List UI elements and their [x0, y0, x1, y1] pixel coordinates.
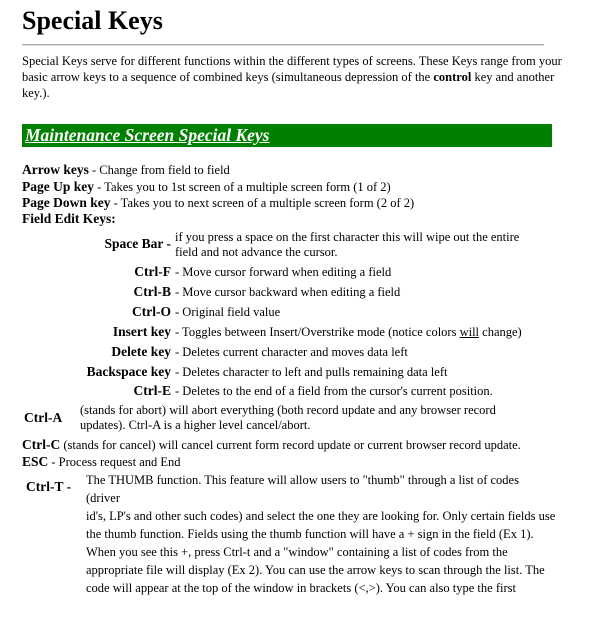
- arrow-keys-line: [22, 162, 230, 178]
- key-label: Arrow keys: [22, 162, 89, 177]
- ctrl-a-desc: (stands for abort) will abort everything (both record update and any browser record updates). Ctrl-A is a higher level cancel/abort.: [80, 403, 496, 432]
- esc-line: [22, 454, 181, 470]
- ctrl-o-desc: - Original field value: [175, 305, 281, 319]
- ctrl-t-desc: [86, 471, 556, 597]
- section-banner: [22, 124, 552, 147]
- esc-desc: - Process request and End: [48, 455, 181, 469]
- delete-key: Delete key: [111, 344, 171, 359]
- ctrl-f-desc: - Move cursor forward when editing a field: [175, 265, 392, 279]
- ctrl-o-key: Ctrl-O: [132, 304, 171, 319]
- intro-bold-control: control: [433, 70, 472, 84]
- insert-desc: [175, 324, 522, 340]
- key-label: Page Down key: [22, 195, 111, 210]
- field-edit-heading: Field Edit Keys:: [22, 211, 116, 226]
- intro-text-2: key and another key.).: [22, 70, 555, 100]
- key-desc: - Takes you to next screen of a multiple screen form (2 of 2): [110, 196, 415, 210]
- page-up-line: [22, 179, 391, 195]
- intro-paragraph: [22, 53, 567, 101]
- ctrl-a-key: Ctrl-A: [24, 410, 63, 425]
- ctrl-e-desc: - Deletes to the end of a field from the cursor's current position.: [175, 384, 493, 398]
- ctrl-c-line: [22, 437, 521, 453]
- ctrl-f-key: Ctrl-F: [134, 264, 171, 279]
- intro-text-1: Special Keys serve for different functions within the different types of screens. These Keys range from your basic arrow keys to a sequence of combined keys (simultaneous depression of the: [22, 54, 562, 84]
- ctrl-t-key: Ctrl-T -: [26, 479, 72, 494]
- space-bar-desc: if you press a space on the first character this will wipe out the entire field and not advance the cursor.: [175, 230, 520, 259]
- horizontal-rule: [22, 44, 544, 46]
- ctrl-t-paragraph-3: When you see this +, press Ctrl-t and a "window" containing a list of codes from the appropriate file will display (Ex 2). You can use the arrow keys to scan through the list. The code will appear at the top of the window in brackets (<,>). You can also type the first: [86, 545, 545, 595]
- insert-key: Insert key: [112, 324, 171, 339]
- page-title: Special Keys: [22, 6, 163, 35]
- ctrl-e-key: Ctrl-E: [133, 383, 171, 398]
- key-desc: - Takes you to 1st screen of a multiple screen form (1 of 2): [94, 180, 391, 194]
- backspace-key: Backspace key: [86, 364, 171, 379]
- ctrl-t-paragraph-2: id's, LP's and other such codes) and select the one they are looking for. Only certain fields use the thumb function. Fields using the thumb function will have a + sign in the field (Ex 1).: [86, 509, 556, 541]
- insert-desc-b: change): [479, 325, 522, 339]
- ctrl-t-paragraph-1: The THUMB function. This feature will allow users to "thumb" through a list of codes (driver: [86, 473, 519, 505]
- insert-desc-underlined: will: [459, 325, 480, 339]
- section-heading: Maintenance Screen Special Keys: [25, 125, 270, 145]
- delete-desc: - Deletes current character and moves data left: [175, 345, 408, 359]
- key-desc: - Change from field to field: [88, 163, 230, 177]
- ctrl-c-key: Ctrl-C: [22, 437, 61, 452]
- key-label: Page Up key: [22, 179, 94, 194]
- ctrl-b-key: Ctrl-B: [133, 284, 171, 299]
- page-down-line: [22, 195, 414, 211]
- backspace-desc: - Deletes character to left and pulls remaining data left: [175, 365, 448, 379]
- space-bar-key: Space Bar -: [104, 236, 171, 251]
- ctrl-b-desc: - Move cursor backward when editing a field: [175, 285, 401, 299]
- insert-desc-a: - Toggles between Insert/Overstrike mode (notice colors: [175, 325, 460, 339]
- esc-key: ESC: [22, 454, 49, 469]
- ctrl-c-desc: (stands for cancel) will cancel current form record update or current browser record update.: [60, 438, 521, 452]
